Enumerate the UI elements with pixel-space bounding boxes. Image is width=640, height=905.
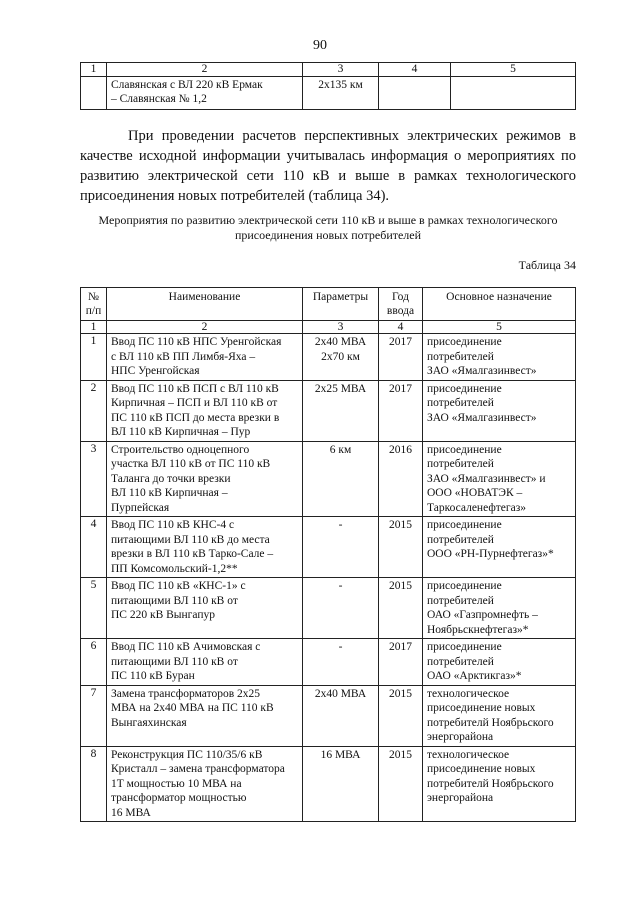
header-num bbox=[81, 288, 107, 321]
column-number: 5 bbox=[423, 321, 576, 334]
cell-line: МВА на 2х40 МВА на ПС 110 кВ bbox=[111, 702, 274, 714]
cell-line: присоединение bbox=[427, 519, 502, 531]
continuation-row bbox=[81, 77, 576, 110]
continuation-cell-name bbox=[107, 77, 303, 110]
cell-line: присоединение bbox=[427, 580, 502, 592]
column-number: 3 bbox=[303, 321, 379, 334]
cell-line: 2х40 МВА bbox=[314, 687, 367, 700]
continuation-col-number: 5 bbox=[451, 63, 576, 77]
cell-line: Ввод ПС 110 кВ НПС Уренгойская bbox=[111, 336, 282, 348]
header-line: № bbox=[88, 291, 99, 303]
column-number: 2 bbox=[107, 321, 303, 334]
cell-purpose bbox=[423, 441, 576, 517]
body-paragraph: При проведении расчетов перспективных электрических режимов в качестве исходной информации учитывалась информация о мероприятиях по развитию электрической сети 110 кВ и выше в рамках технологического присоединения новых потребителей (таблица 34). bbox=[80, 128, 576, 204]
cell-line: присоединение bbox=[427, 382, 502, 395]
cell-line: ООО «НОВАТЭК – bbox=[427, 487, 523, 499]
cell-param bbox=[303, 334, 379, 381]
cell-line: Кристалл – замена трансформатора bbox=[111, 763, 285, 775]
cell-name bbox=[107, 639, 303, 686]
cell-line: потребителей bbox=[427, 350, 494, 363]
cell-line: Таланга до точки врезки bbox=[111, 472, 231, 485]
cell-param bbox=[303, 517, 379, 578]
cell-line: - bbox=[338, 580, 343, 592]
cell-purpose bbox=[423, 517, 576, 578]
cell-num: 8 bbox=[81, 746, 107, 822]
column-number-row bbox=[81, 321, 576, 334]
continuation-header-row bbox=[81, 63, 576, 77]
cell-line: ВЛ 110 кВ Кирпичная – bbox=[111, 487, 228, 499]
table-label: Таблица 34 bbox=[518, 258, 576, 272]
cell-line: ООО «РН-Пурнефтегаз»* bbox=[427, 548, 554, 560]
cell-line: потребителей bbox=[427, 594, 494, 607]
cell-line: НПС Уренгойская bbox=[111, 365, 200, 377]
cell-line: технологическое bbox=[427, 748, 510, 761]
cell-line: присоединение bbox=[427, 336, 502, 348]
continuation-cell-param: 2х135 км bbox=[303, 77, 379, 110]
caption-line: присоединения новых потребителей bbox=[234, 228, 422, 242]
cell-line: ПС 110 кВ ПСП до места врезки в bbox=[111, 411, 280, 424]
cell-line: врезки в ВЛ 110 кВ Тарко-Сале – bbox=[111, 548, 274, 560]
cell-line: Строительство одноцепного bbox=[111, 443, 250, 456]
cell-line: Ввод ПС 110 кВ Ачимовская с bbox=[111, 641, 261, 653]
header-line: Год bbox=[392, 291, 409, 303]
continuation-cell-purpose bbox=[451, 77, 576, 110]
cell-line: энергорайона bbox=[427, 731, 494, 743]
table-row bbox=[81, 380, 576, 441]
cell-line: 2х40 МВА bbox=[314, 336, 367, 348]
table-row bbox=[81, 685, 576, 746]
cell-line: присоединение bbox=[427, 641, 502, 653]
cell-line: трансформатор мощностью bbox=[111, 792, 247, 804]
cell-line: – Славянская № 1,2 bbox=[111, 93, 207, 105]
cell-purpose bbox=[423, 746, 576, 822]
cell-line: 2х70 км bbox=[321, 350, 360, 363]
table-caption bbox=[80, 213, 576, 243]
cell-line: Ввод ПС 110 кВ «КНС-1» с bbox=[111, 580, 246, 592]
table-header-row bbox=[81, 288, 576, 321]
header-line: п/п bbox=[85, 305, 102, 317]
cell-param bbox=[303, 685, 379, 746]
cell-line: ЗАО «Ямалгазинвест» и bbox=[427, 472, 546, 485]
cell-line: участка ВЛ 110 кВ от ПС 110 кВ bbox=[111, 458, 271, 470]
cell-line: Ввод ПС 110 кВ КНС-4 с bbox=[111, 519, 235, 531]
cell-line: потребителей bbox=[427, 458, 494, 470]
cell-num: 5 bbox=[81, 578, 107, 639]
caption-line: Мероприятия по развитию электрической сети 110 кВ и выше в рамках технологического bbox=[98, 213, 558, 227]
header-name bbox=[107, 288, 303, 321]
cell-line: Замена трансформаторов 2х25 bbox=[111, 687, 261, 700]
cell-line: ПС 220 кВ Вынгапур bbox=[111, 609, 215, 621]
cell-line: потребителей bbox=[427, 533, 494, 546]
cell-num: 2 bbox=[81, 380, 107, 441]
cell-line: 1Т мощностью 10 МВА на bbox=[111, 777, 242, 790]
continuation-cell-year bbox=[379, 77, 451, 110]
cell-line: Кирпичная – ПСП и ВЛ 110 кВ от bbox=[111, 397, 278, 409]
cell-name bbox=[107, 578, 303, 639]
cell-purpose bbox=[423, 334, 576, 381]
cell-line: 16 МВА bbox=[320, 748, 361, 761]
cell-name bbox=[107, 517, 303, 578]
cell-year: 2017 bbox=[379, 380, 423, 441]
cell-line: Ввод ПС 110 кВ ПСП с ВЛ 110 кВ bbox=[111, 382, 279, 395]
cell-line: Ноябрьскнефтегаз»* bbox=[427, 623, 529, 636]
cell-year: 2017 bbox=[379, 639, 423, 686]
cell-purpose bbox=[423, 685, 576, 746]
cell-line: потребителй Ноябрьского bbox=[427, 777, 554, 790]
page-number: 90 bbox=[313, 38, 327, 53]
cell-param bbox=[303, 441, 379, 517]
cell-line: ПС 110 кВ Буран bbox=[111, 670, 195, 682]
continuation-col-number: 3 bbox=[303, 63, 379, 77]
cell-num: 1 bbox=[81, 334, 107, 381]
header-line: Основное назначение bbox=[446, 291, 552, 303]
cell-param bbox=[303, 746, 379, 822]
header-param bbox=[303, 288, 379, 321]
continuation-col-number: 1 bbox=[81, 63, 107, 77]
continuation-table bbox=[80, 62, 576, 110]
cell-name bbox=[107, 746, 303, 822]
table-row bbox=[81, 746, 576, 822]
table-row bbox=[81, 441, 576, 517]
table-row bbox=[81, 578, 576, 639]
cell-line: потребителей bbox=[427, 397, 494, 409]
cell-year: 2015 bbox=[379, 685, 423, 746]
cell-line: питающими ВЛ 110 кВ от bbox=[111, 655, 238, 668]
cell-line: ЗАО «Ямалгазинвест» bbox=[427, 365, 537, 377]
cell-year: 2015 bbox=[379, 746, 423, 822]
header-purpose bbox=[423, 288, 576, 321]
cell-num: 3 bbox=[81, 441, 107, 517]
cell-line: 6 км bbox=[329, 443, 352, 456]
cell-line: Славянская с ВЛ 220 кВ Ермак bbox=[111, 79, 263, 91]
cell-param bbox=[303, 380, 379, 441]
cell-line: Пурпейская bbox=[111, 501, 170, 514]
cell-year: 2015 bbox=[379, 578, 423, 639]
cell-year: 2015 bbox=[379, 517, 423, 578]
cell-line: потребителй Ноябрьского bbox=[427, 716, 554, 729]
cell-name bbox=[107, 441, 303, 517]
cell-line: Вынгаяхинская bbox=[111, 716, 187, 729]
cell-line: присоединение новых bbox=[427, 702, 536, 714]
cell-name bbox=[107, 685, 303, 746]
table-row bbox=[81, 517, 576, 578]
cell-num: 7 bbox=[81, 685, 107, 746]
cell-line: 2х25 МВА bbox=[314, 382, 367, 395]
cell-line: питающими ВЛ 110 кВ до места bbox=[111, 533, 270, 546]
continuation-col-number: 2 bbox=[107, 63, 303, 77]
measures-table bbox=[80, 287, 576, 822]
cell-name bbox=[107, 334, 303, 381]
cell-year: 2016 bbox=[379, 441, 423, 517]
cell-purpose bbox=[423, 639, 576, 686]
cell-year: 2017 bbox=[379, 334, 423, 381]
cell-line: Реконструкция ПС 110/35/6 кВ bbox=[111, 748, 263, 761]
cell-line: присоединение новых bbox=[427, 763, 536, 775]
column-number: 4 bbox=[379, 321, 423, 334]
cell-name bbox=[107, 380, 303, 441]
header-line: ввода bbox=[386, 305, 415, 317]
cell-line: ОАО «Арктикгаз»* bbox=[427, 670, 522, 682]
cell-param bbox=[303, 639, 379, 686]
cell-purpose bbox=[423, 380, 576, 441]
cell-line: - bbox=[338, 641, 343, 653]
cell-line: Таркосаленефтегаз» bbox=[427, 501, 527, 514]
cell-line: потребителей bbox=[427, 655, 494, 668]
header-year bbox=[379, 288, 423, 321]
cell-line: ПП Комсомольский-1,2** bbox=[111, 562, 238, 575]
cell-param bbox=[303, 578, 379, 639]
header-line: Параметры bbox=[312, 291, 369, 303]
cell-line: ЗАО «Ямалгазинвест» bbox=[427, 411, 537, 424]
cell-line: питающими ВЛ 110 кВ от bbox=[111, 594, 238, 607]
cell-line: энергорайона bbox=[427, 792, 494, 804]
table-row bbox=[81, 639, 576, 686]
cell-line: технологическое bbox=[427, 687, 510, 700]
continuation-cell-num bbox=[81, 77, 107, 110]
cell-num: 6 bbox=[81, 639, 107, 686]
header-line: Наименование bbox=[168, 291, 241, 303]
cell-line: с ВЛ 110 кВ ПП Лимбя-Яха – bbox=[111, 350, 256, 363]
table-row bbox=[81, 334, 576, 381]
cell-purpose bbox=[423, 578, 576, 639]
column-number: 1 bbox=[81, 321, 107, 334]
table-body bbox=[81, 334, 576, 822]
continuation-col-number: 4 bbox=[379, 63, 451, 77]
cell-line: ВЛ 110 кВ Кирпичная – Пур bbox=[111, 426, 251, 438]
cell-line: 16 МВА bbox=[111, 806, 151, 819]
cell-line: - bbox=[338, 519, 343, 531]
cell-line: присоединение bbox=[427, 443, 502, 456]
cell-num: 4 bbox=[81, 517, 107, 578]
cell-line: ОАО «Газпромнефть – bbox=[427, 609, 538, 621]
